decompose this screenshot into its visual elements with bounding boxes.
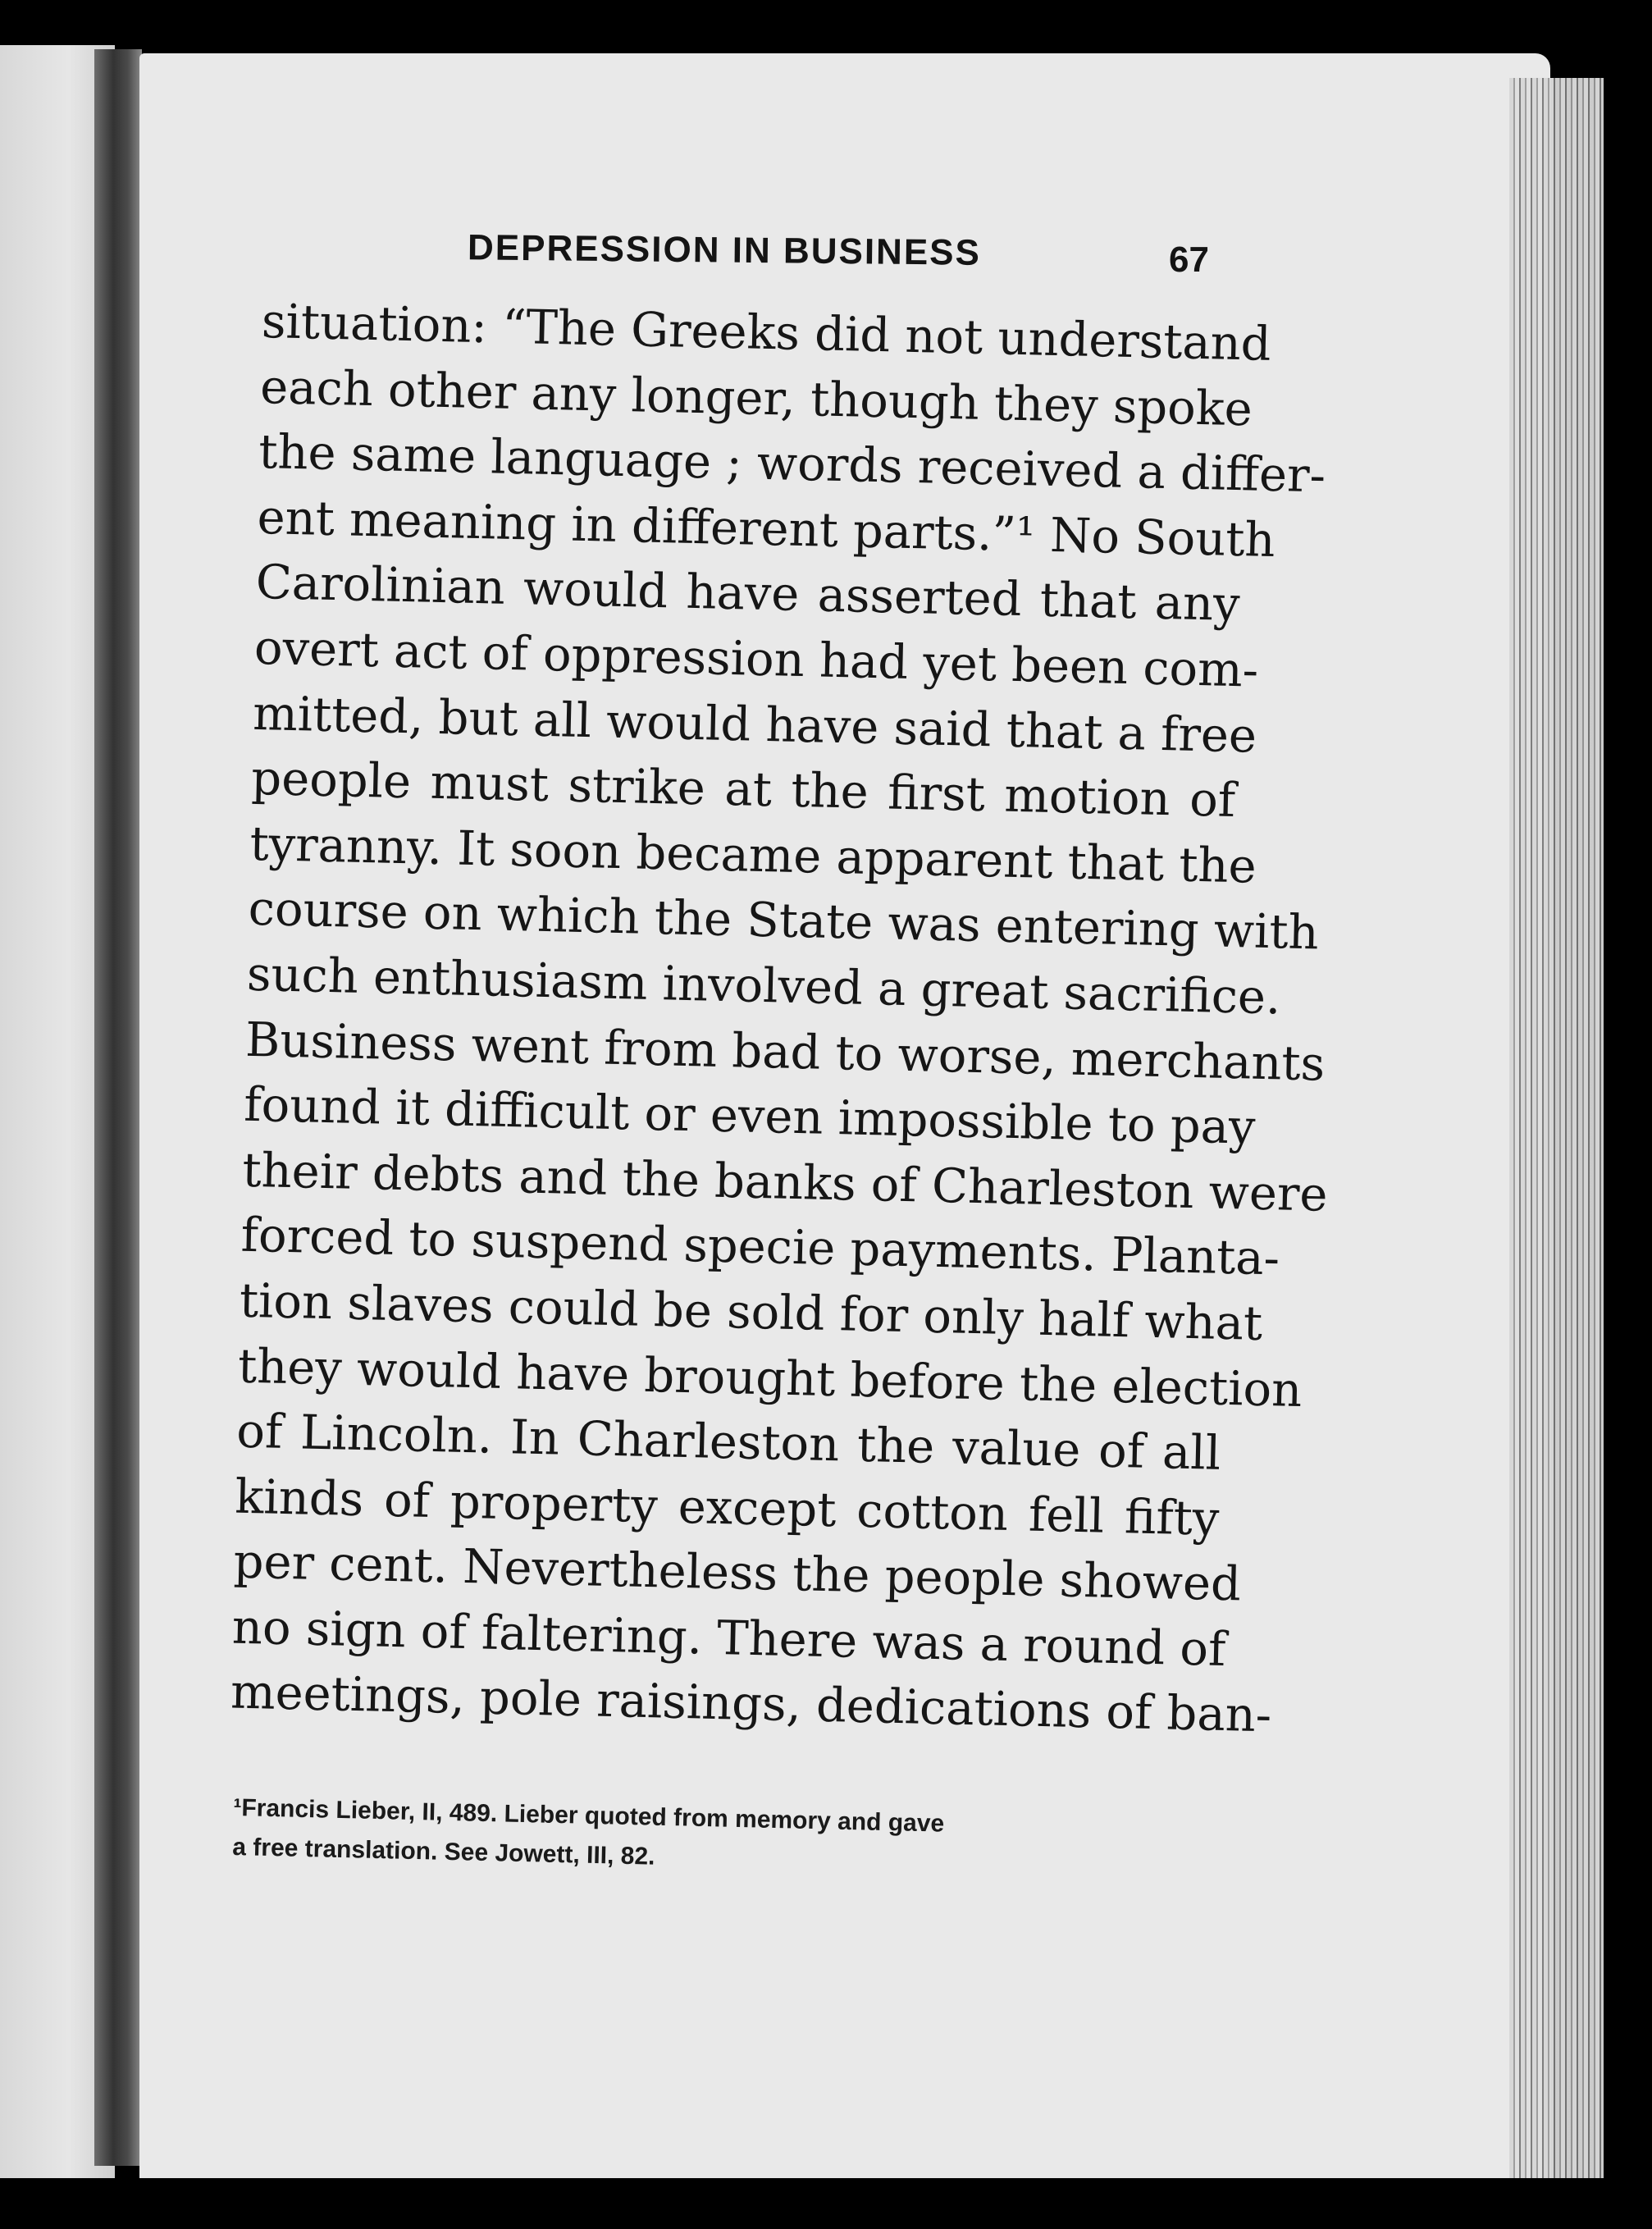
- text-line: course on which the State was entering with: [248, 881, 1320, 961]
- text-line: each other any longer, though they spoke: [259, 359, 1253, 436]
- text-line: ent meaning in different parts.”¹ No South: [256, 489, 1276, 568]
- text-line: situation: “The Greeks did not understand: [261, 293, 1272, 372]
- running-header: DEPRESSION IN BUSINESS: [467, 227, 982, 273]
- text-line: of Lincoln. In Charleston the value of all: [235, 1403, 1221, 1481]
- text-line: mitted, but all would have said that a free: [252, 685, 1257, 764]
- text-line: tyranny. It soon became apparent that the: [249, 815, 1257, 894]
- footnote-line: a free translation. See Jowett, III, 82.: [232, 1833, 655, 1870]
- book-gutter: [94, 49, 142, 2166]
- page-number: 67: [1169, 240, 1209, 280]
- text-line: no sign of faltering. There was a round of: [231, 1599, 1227, 1677]
- text-line: people must strike at the first motion of: [250, 751, 1236, 829]
- text-line: the same language ; words received a differ-: [258, 424, 1326, 504]
- text-line: such enthusiasm involved a great sacrifice.: [246, 946, 1282, 1025]
- text-line: meetings, pole raisings, dedications of ban-: [230, 1665, 1272, 1743]
- text-line: tion slaves could be sold for only half what: [239, 1272, 1263, 1351]
- text-line: Business went from bad to worse, merchants: [244, 1012, 1326, 1092]
- text-line: per cent. Nevertheless the people showed: [233, 1533, 1242, 1612]
- text-line: overt act of oppression had yet been com-: [253, 619, 1259, 698]
- text-line: kinds of property except cotton fell fifty: [234, 1468, 1221, 1546]
- body-text: [230, 289, 1329, 1747]
- text-line: forced to suspend specie payments. Planta-: [240, 1208, 1280, 1286]
- page-edges: [1509, 78, 1604, 2178]
- text-line: their debts and the banks of Charleston were: [241, 1142, 1329, 1222]
- text-line: they would have brought before the election: [237, 1338, 1303, 1418]
- text-line: Carolinian would have asserted that any: [255, 555, 1241, 633]
- footnote-line: ¹Francis Lieber, II, 489. Lieber quoted from memory and gave: [233, 1793, 945, 1838]
- text-line: found it difficult or even impossible to pay: [243, 1076, 1257, 1155]
